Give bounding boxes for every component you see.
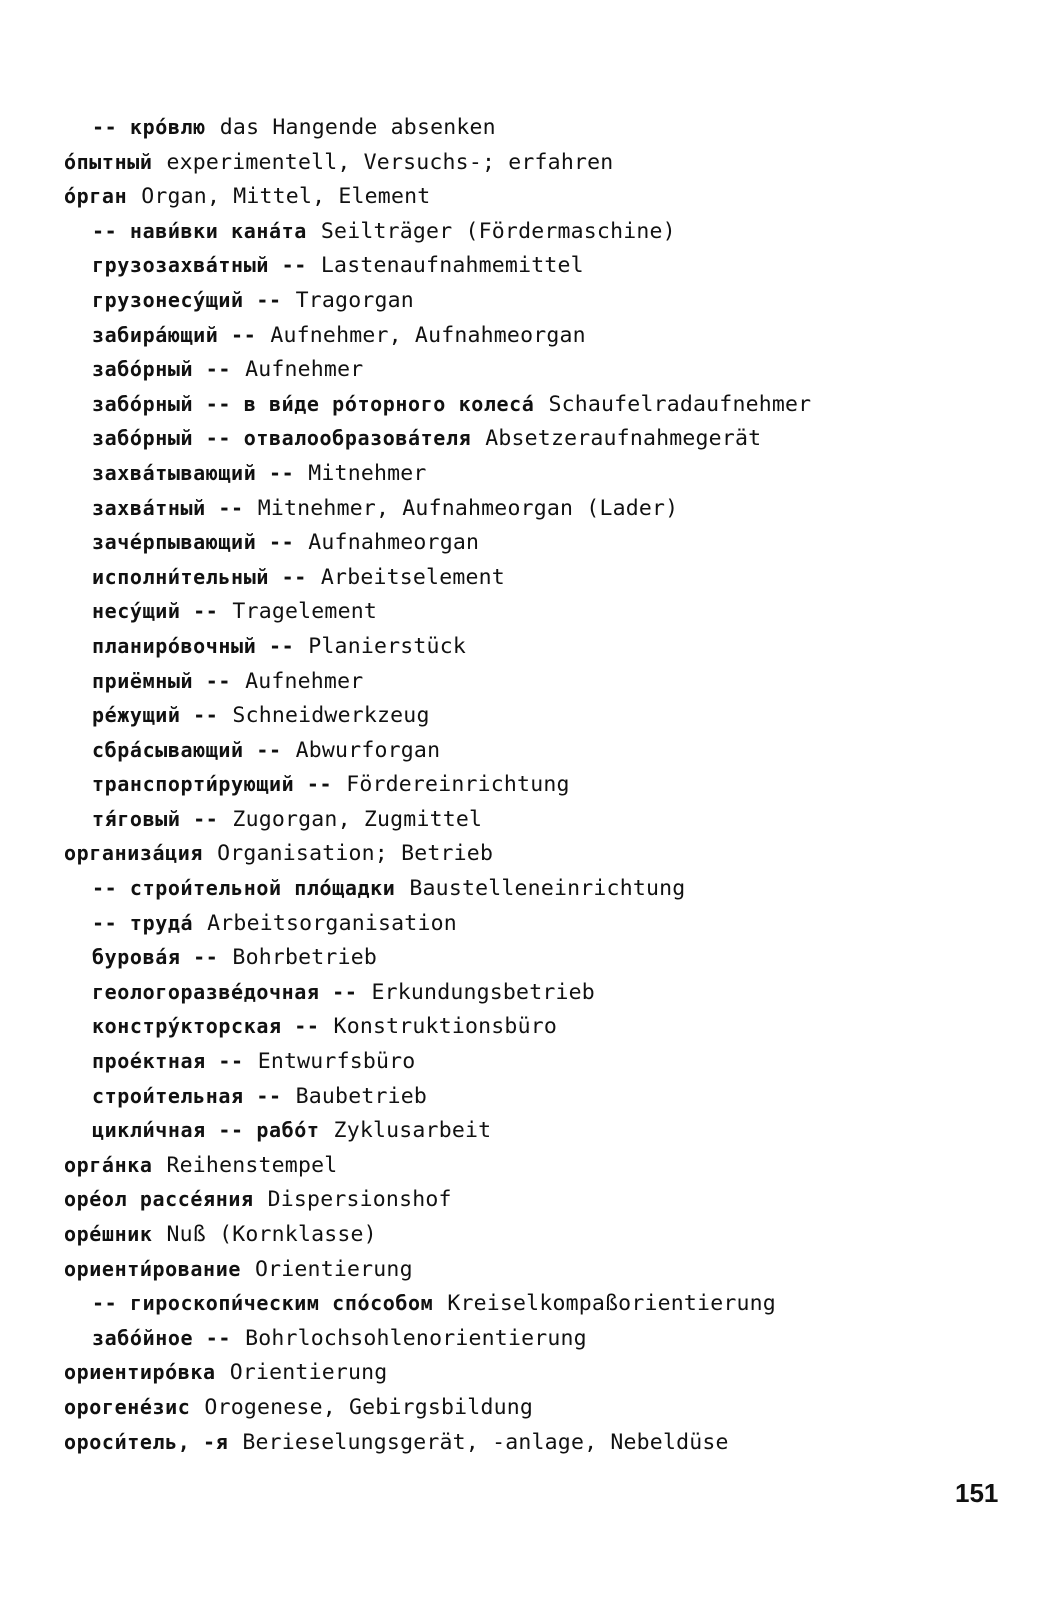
russian-headword: тя́говый -- (92, 806, 219, 831)
main-entry (0, 836, 1057, 871)
german-translation: Arbeitselement (320, 564, 505, 590)
sub-entry (0, 318, 1057, 353)
german-translation: Schaufelradaufnehmer (548, 391, 812, 417)
russian-headword: несу́щий -- (92, 599, 219, 624)
sub-entry (0, 1113, 1057, 1148)
russian-headword: забо́рный -- отвалообразова́теля (92, 426, 472, 451)
sub-entry (0, 248, 1057, 283)
main-entry (0, 1217, 1057, 1252)
german-translation: Bohrbetrieb (232, 945, 378, 971)
german-translation: Reihenstempel (166, 1152, 338, 1178)
sub-entry (0, 1321, 1057, 1356)
russian-headword: захва́тывающий -- (92, 460, 295, 485)
main-entry (0, 1182, 1057, 1217)
sub-entry (0, 214, 1057, 249)
sub-entry (0, 594, 1057, 629)
russian-headword: ориентиро́вка (64, 1360, 216, 1385)
german-translation: Lastenaufnahmemittel (320, 253, 584, 279)
german-translation: Fördereinrichtung (346, 772, 570, 798)
russian-headword: организа́ция (64, 841, 204, 866)
sub-entry (0, 491, 1057, 526)
russian-headword: приёмный -- (92, 668, 232, 693)
sub-entry (0, 456, 1057, 491)
sub-entry (0, 802, 1057, 837)
sub-entry (0, 733, 1057, 768)
sub-entry (0, 664, 1057, 699)
german-translation: Kreiselkompaßorientierung (447, 1291, 776, 1317)
russian-headword: оре́ол рассе́яния (64, 1187, 254, 1212)
sub-entry (0, 940, 1057, 975)
german-translation: Orientierung (229, 1360, 388, 1386)
german-translation: Mitnehmer, Aufnahmeorgan (Lader) (257, 495, 679, 521)
russian-headword: захва́тный -- (92, 495, 244, 520)
main-entry (0, 1355, 1057, 1390)
german-translation: Organ, Mittel, Element (141, 184, 431, 210)
sub-entry (0, 767, 1057, 802)
main-entry (0, 1390, 1057, 1425)
german-translation: Aufnehmer, Aufnahmeorgan (270, 322, 586, 348)
sub-entry (0, 421, 1057, 456)
german-translation: Organisation; Betrieb (217, 841, 494, 867)
main-entry (0, 1148, 1057, 1183)
sub-entry (0, 352, 1057, 387)
german-translation: Orogenese, Gebirgsbildung (204, 1394, 534, 1420)
german-translation: Aufnehmer (245, 668, 364, 694)
russian-headword: -- труда́ (92, 910, 194, 935)
sub-entry (0, 1009, 1057, 1044)
russian-headword: констру́кторская -- (92, 1014, 320, 1039)
sub-entry (0, 1079, 1057, 1114)
sub-entry (0, 283, 1057, 318)
german-translation: Tragorgan (295, 287, 414, 313)
german-translation: Arbeitsorganisation (207, 910, 457, 936)
russian-headword: забо́йное -- (92, 1325, 232, 1350)
sub-entry (0, 387, 1057, 422)
sub-entry (0, 906, 1057, 941)
dictionary-entry-list (0, 110, 1057, 1459)
sub-entry (0, 110, 1057, 145)
russian-headword: -- гироскопи́ческим спо́собом (92, 1291, 434, 1316)
german-translation: Baustelleneinrichtung (409, 876, 686, 902)
page-number: 151 (955, 1478, 999, 1508)
russian-headword: заче́рпывающий -- (92, 530, 295, 555)
russian-headword: о́рган (64, 184, 128, 209)
russian-headword: забира́ющий -- (92, 322, 257, 347)
german-translation: das Hangende absenken (219, 115, 496, 140)
russian-headword: планиро́вочный -- (92, 633, 295, 658)
german-translation: Schneidwerkzeug (232, 703, 430, 729)
german-translation: Zugorgan, Zugmittel (232, 806, 483, 832)
russian-headword: ороси́тель, -я (64, 1429, 229, 1454)
russian-headword: геологоразве́дочная -- (92, 979, 358, 1004)
german-translation: Dispersionshof (267, 1187, 452, 1213)
german-translation: Aufnahmeorgan (308, 530, 480, 556)
sub-entry (0, 525, 1057, 560)
german-translation: Planierstück (308, 633, 466, 659)
russian-headword: сбра́сывающий -- (92, 737, 282, 762)
russian-headword: транспорти́рующий -- (92, 772, 333, 797)
russian-headword: оре́шник (64, 1222, 153, 1246)
sub-entry (0, 698, 1057, 733)
russian-headword: -- кро́влю (92, 115, 206, 139)
russian-headword: ориенти́рование (64, 1256, 241, 1281)
russian-headword: забо́рный -- (92, 357, 232, 382)
russian-headword: -- нави́вки кана́та (92, 218, 307, 243)
german-translation: Bohrlochsohlenorientierung (245, 1325, 587, 1351)
russian-headword: ре́жущий -- (92, 703, 219, 728)
german-translation: Konstruktionsbüro (333, 1014, 557, 1040)
german-translation: Mitnehmer (308, 460, 427, 486)
russian-headword: бурова́я -- (92, 945, 219, 970)
german-translation: Erkundungsbetrieb (371, 979, 595, 1005)
russian-headword: забо́рный -- в ви́де ро́торного колеса́ (92, 391, 535, 416)
sub-entry (0, 871, 1057, 906)
russian-headword: грузонесу́щий -- (92, 287, 282, 312)
russian-headword: грузозахва́тный -- (92, 253, 307, 278)
main-entry (0, 1252, 1057, 1287)
german-translation: Entwurfsbüro (257, 1049, 416, 1075)
main-entry (0, 179, 1057, 214)
russian-headword: орга́нка (64, 1152, 153, 1177)
german-translation: Nuß (Kornklasse) (166, 1222, 377, 1247)
russian-headword: исполни́тельный -- (92, 564, 307, 589)
russian-headword: о́пытный (64, 149, 153, 174)
main-entry (0, 1425, 1057, 1460)
german-translation: Aufnehmer (245, 357, 364, 383)
german-translation: Berieselungsgerät, -anlage, Nebeldüse (242, 1429, 729, 1455)
russian-headword: -- строи́тельной пло́щадки (92, 876, 396, 901)
sub-entry (0, 560, 1057, 595)
sub-entry (0, 1286, 1057, 1321)
german-translation: Orientierung (254, 1256, 413, 1282)
german-translation: Baubetrieb (295, 1083, 428, 1109)
german-translation: Zyklusarbeit (333, 1118, 492, 1144)
sub-entry (0, 629, 1057, 664)
german-translation: experimentell, Versuchs-; erfahren (166, 149, 614, 175)
german-translation: Absetzeraufnahmegerät (485, 426, 762, 452)
russian-headword: прое́ктная -- (92, 1049, 244, 1074)
sub-entry (0, 1044, 1057, 1079)
russian-headword: орогене́зис (64, 1394, 191, 1419)
german-translation: Tragelement (232, 599, 378, 625)
main-entry (0, 145, 1057, 180)
russian-headword: строи́тельная -- (92, 1083, 282, 1108)
sub-entry (0, 975, 1057, 1010)
german-translation: Seilträger (Fördermaschine) (320, 218, 676, 244)
german-translation: Abwurforgan (295, 737, 441, 763)
russian-headword: цикли́чная -- рабо́т (92, 1118, 320, 1143)
